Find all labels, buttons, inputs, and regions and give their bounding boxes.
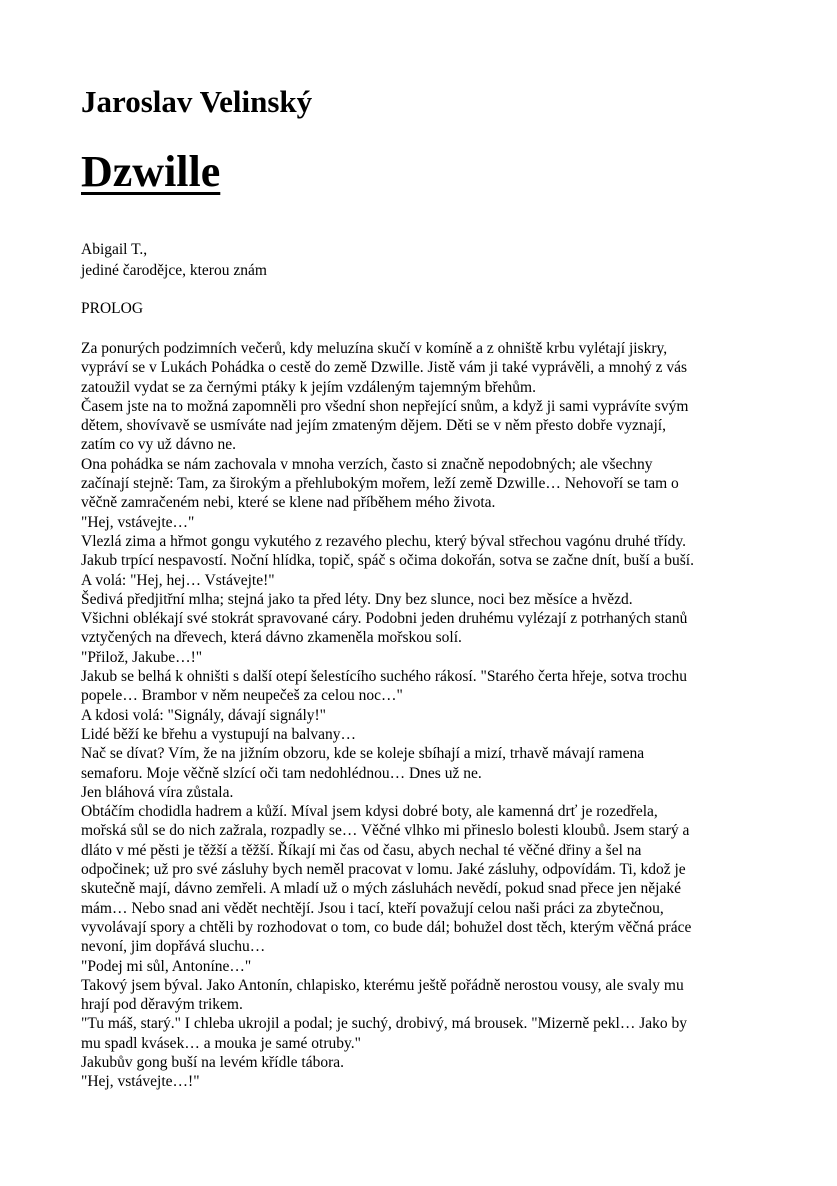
text-line: vypráví se v Lukách Pohádka o cestě do země Dzwille. Jistě vám ji také vyprávěli, a mnohý z vás — [81, 359, 688, 377]
text-line: mu spadl kvásek… a mouka je samé otruby." — [81, 1034, 361, 1052]
text-line: Jen bláhová víra zůstala. — [81, 783, 234, 801]
text-line: odpočinek; už pro své zásluhy bych neměl pracovat v lomu. Jaké zásluhy, odpovídám. Ti, kdož je — [81, 861, 686, 879]
text-line: Časem jste na to možná zapomněli pro všední shon nepřející snům, a když ji sami vyprávíte svým — [81, 397, 689, 415]
body-text — [81, 339, 765, 1092]
text-line: Za ponurých podzimních večerů, kdy meluzína skučí v komíně a z ohniště krbu vylétají jiskry, — [81, 340, 668, 357]
text-line: Lidé běží ke břehu a vystupují na balvany… — [81, 725, 357, 743]
text-line: "Hej, vstávejte…" — [81, 513, 195, 531]
text-line: Takový jsem býval. Jako Antonín, chlapisko, kterému ještě pořádně nerostou vousy, ale svaly mu — [81, 976, 684, 994]
text-line: Obtáčím chodidla hadrem a kůží. Míval jsem kdysi dobré boty, ale kamenná drť je rozedřela, — [81, 803, 658, 821]
text-line: A volá: "Hej, hej… Vstávejte!" — [81, 571, 275, 589]
text-line: "Přilož, Jakube…!" — [81, 648, 203, 666]
text-line: Jakubův gong buší na levém křídle tábora. — [81, 1053, 345, 1071]
text-line: Jakub trpící nespavostí. Noční hlídka, topič, spáč s očima dokořán, sotva se začne dnít, buší a buší. — [81, 552, 694, 570]
text-line: semaforu. Moje věčně slzící oči tam nedohlédnou… Dnes už ne. — [81, 764, 482, 782]
text-line: Vlezlá zima a hřmot gongu vykutého z rezavého plechu, který býval střechou vagónu druhé třídy. — [81, 532, 687, 550]
text-line: "Podej mi sůl, Antoníne…" — [81, 957, 252, 975]
book-title: Dzwille — [81, 147, 221, 196]
text-line: vztyčených na dřevech, která dávno zkameněla mořskou solí. — [81, 629, 462, 647]
text-line: mořská sůl se do nich zažrala, rozpadly se… Věčné vlhko mi přineslo bolesti kloubů. Jsem starý a — [81, 822, 690, 840]
text-line: dětem, shovívavě se usmíváte nad jejím zmateným dějem. Děti se v něm přesto dobře vyznají, — [81, 417, 666, 435]
text-line: A kdosi volá: "Signály, dávají signály!" — [81, 706, 326, 724]
text-line: Jakub se belhá k ohništi s další otepí šelestícího suchého rákosí. "Starého čerta hřeje, sotva trochu — [81, 668, 687, 686]
text-line: popele… Brambor v něm neupečeš za celou noc…" — [81, 687, 403, 705]
text-line: věčně zamračeném nebi, které se klene nad příběhem mého života. — [81, 494, 496, 512]
text-line: vyvolávají spory a chtěli by rozhodovat o tom, co bude dál; bohužel dost těch, kterým věčná práce — [81, 918, 692, 936]
text-line: Nač se dívat? Vím, že na jižním obzoru, kde se koleje sbíhají a mizí, trhavě mávají ramena — [81, 745, 645, 763]
dedication-line: Abigail T., — [81, 241, 148, 258]
author-name: Jaroslav Velinský — [81, 84, 313, 119]
section-heading: PROLOG — [81, 300, 144, 317]
text-line: zatím co vy už dávno ne. — [81, 436, 236, 454]
text-line: Ona pohádka se nám zachovala v mnoha verzích, často si značně nepodobných; ale všechny — [81, 455, 653, 473]
dedication-line: jediné čarodějce, kterou znám — [81, 262, 267, 279]
text-line: Všichni oblékají své stokrát spravované cáry. Podobni jeden druhému vylézají z potrhaných stanů — [81, 610, 688, 628]
text-line: Šedivá předjitřní mlha; stejná jako ta před léty. Dny bez slunce, noci bez měsíce a hvězd. — [81, 590, 633, 608]
text-line: zatoužil vydat se za černými ptáky k jejím vzdáleným tajemným břehům. — [81, 378, 536, 396]
text-line: "Hej, vstávejte…!" — [81, 1073, 200, 1091]
text-line: skutečně mají, dávno zemřeli. A mladí už o mých zásluhách nevědí, pokud snad přece jen nějaké — [81, 880, 681, 898]
text-line: "Tu máš, starý." I chleba ukrojil a podal; je suchý, drobivý, má brousek. "Mizerně pekl… Jako by — [81, 1015, 687, 1033]
text-line: začínají stejně: Tam, za širokým a přehlubokým mořem, leží země Dzwille… Nehovoří se tam o — [81, 475, 679, 493]
text-line: mám… Nebo snad ani vědět nechtějí. Jsou i tací, kteří považují celou naši práci za zbytečnou, — [81, 899, 664, 917]
dedication — [81, 239, 267, 281]
text-line: dláto v mé pěsti je těžší a těžší. Říkají mi čas od času, abych nechal té věčné dřiny a šel na — [81, 841, 642, 859]
text-line: hrají pod děravým trikem. — [81, 996, 243, 1014]
text-line: nevoní, jim dopřává sluchu… — [81, 938, 266, 956]
